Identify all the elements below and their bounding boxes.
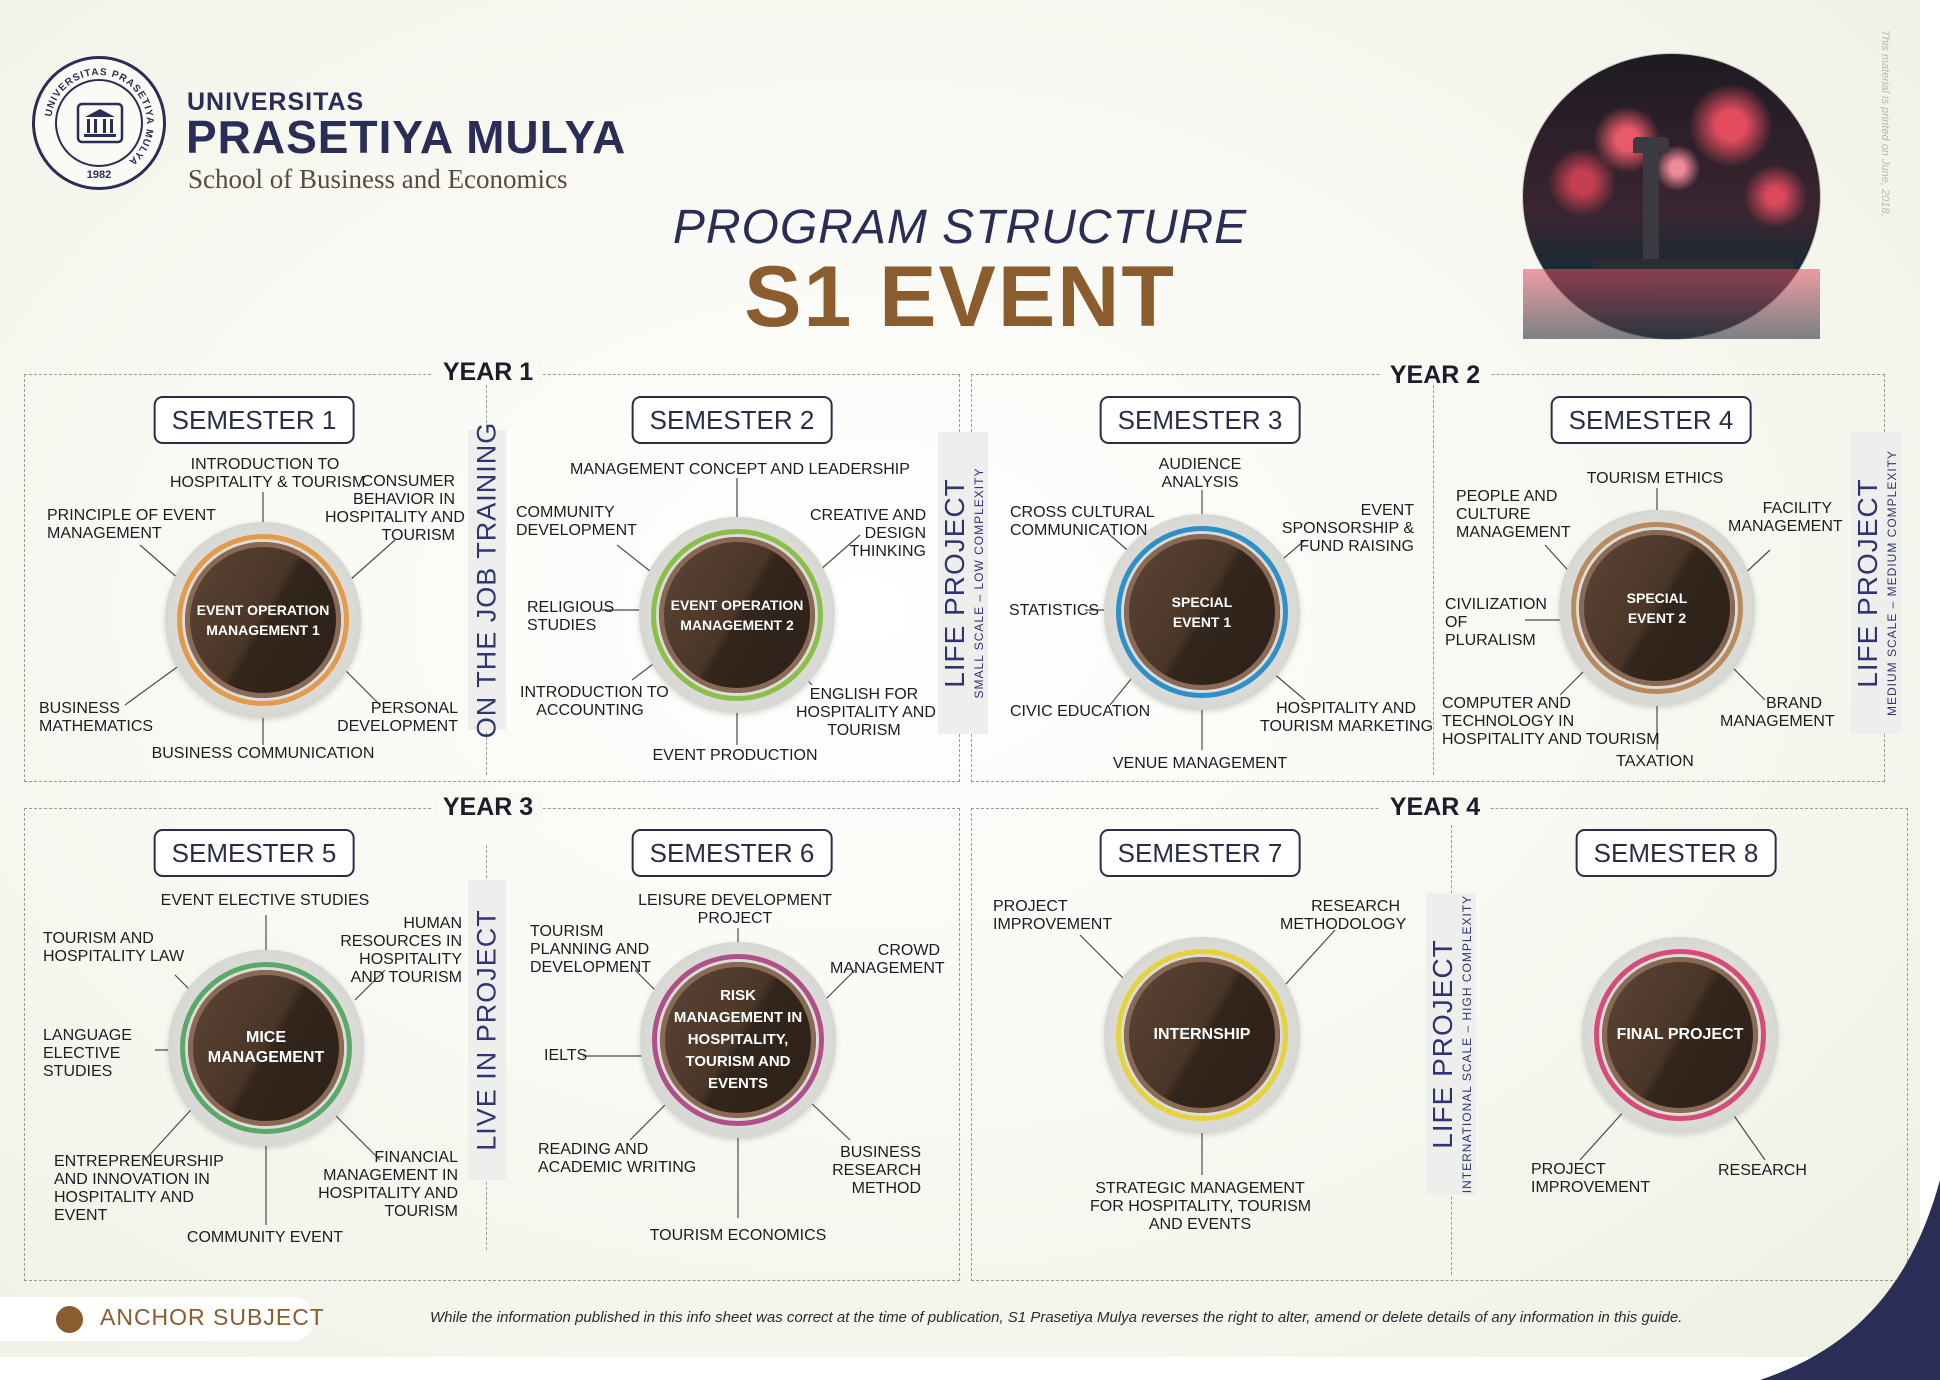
on-the-job-training-label xyxy=(468,421,506,739)
subject-s2-top: MANAGEMENT CONCEPT AND LEADERSHIP xyxy=(570,461,910,478)
year-4-label: YEAR 4 xyxy=(1380,793,1490,822)
subject-s8-bl: PROJECT IMPROVEMENT xyxy=(1531,1161,1651,1196)
fireworks-photo xyxy=(1523,54,1820,339)
program-name: S1 EVENT xyxy=(744,249,1176,345)
tower-shape xyxy=(1643,149,1659,269)
subject-s2-bottom: EVENT PRODUCTION xyxy=(652,747,818,764)
subject-s5-l: LANGUAGE ELECTIVE STUDIES xyxy=(43,1027,132,1080)
life-project-3-label xyxy=(1426,893,1476,1195)
subject-s6-bl: READING AND ACADEMIC WRITING xyxy=(538,1141,697,1176)
subject-s3-tr: EVENT SPONSORSHIP & FUND RAISING xyxy=(1281,502,1414,555)
life-project-2-label xyxy=(1851,432,1901,734)
anchor-sem6-line1: RISK xyxy=(720,987,756,1004)
anchor-sem6-line2: MANAGEMENT IN xyxy=(673,1009,803,1026)
subject-s6-tl: TOURISM PLANNING AND DEVELOPMENT xyxy=(530,923,651,976)
anchor-sem4-line1: SPECIAL xyxy=(1626,590,1688,606)
seal-ring-text: UNIVERSITAS PRASETIYA MULYA xyxy=(43,66,156,168)
subject-s7-tr: RESEARCH METHODOLOGY xyxy=(1280,898,1407,933)
subject-s1-tl: PRINCIPLE OF EVENT MANAGEMENT xyxy=(47,507,216,542)
anchor-sem6-line5: EVENTS xyxy=(707,1075,768,1092)
life-project-1-label xyxy=(938,432,988,734)
anchor-circle-sem8 xyxy=(1582,937,1778,1133)
subject-s3-top: AUDIENCE ANALYSIS xyxy=(1158,456,1242,491)
divider-s3-s4 xyxy=(1433,385,1434,775)
subject-s5-br: FINANCIAL MANAGEMENT IN HOSPITALITY AND TOURISM xyxy=(318,1149,458,1220)
anchor-sem3-line1: SPECIAL xyxy=(1171,594,1233,610)
anchor-sem1-line1: EVENT OPERATION xyxy=(196,602,330,618)
subject-s6-top: LEISURE DEVELOPMENT PROJECT xyxy=(638,892,832,927)
subject-s5-bottom: COMMUNITY EVENT xyxy=(186,1229,344,1246)
subject-s5-top: EVENT ELECTIVE STUDIES xyxy=(160,892,370,909)
corner-swoosh xyxy=(1760,1180,1940,1380)
anchor-subject-dot-icon xyxy=(56,1306,83,1333)
anchor-circle-sem1 xyxy=(165,522,361,718)
anchor-sem6-line4: TOURISM AND xyxy=(685,1053,791,1070)
pier-shape xyxy=(1593,259,1793,269)
ojt-text: ON THE JOB TRAINING xyxy=(471,421,502,739)
print-note xyxy=(1868,30,1891,230)
subject-s1-bl: BUSINESS MATHEMATICS xyxy=(39,700,154,735)
subject-s4-bl: COMPUTER AND TECHNOLOGY IN HOSPITALITY AND TOURISM xyxy=(1442,695,1660,748)
semester-8-badge: SEMESTER 8 xyxy=(1576,829,1777,877)
subject-s2-tr: CREATIVE AND DESIGN THINKING xyxy=(810,507,927,560)
subject-s3-l: STATISTICS xyxy=(1009,602,1100,619)
anchor-sem2-line1: EVENT OPERATION xyxy=(670,597,804,613)
print-note-text: This material is printed on June, 2018. xyxy=(1879,30,1891,217)
subject-s4-tr: FACILITY MANAGEMENT xyxy=(1728,500,1843,535)
subject-s2-bl: INTRODUCTION TO ACCOUNTING xyxy=(520,684,669,719)
building-icon xyxy=(77,103,123,143)
subject-s6-br: BUSINESS RESEARCH METHOD xyxy=(832,1144,921,1197)
year-1-label: YEAR 1 xyxy=(433,358,543,387)
semester-7-badge: SEMESTER 7 xyxy=(1100,829,1301,877)
subject-s3-br: HOSPITALITY AND TOURISM MARKETING xyxy=(1260,700,1434,735)
anchor-circle-sem4 xyxy=(1559,510,1755,706)
university-name: PRASETIYA MULYA xyxy=(186,111,627,163)
subject-s6-tr: CROWD MANAGEMENT xyxy=(830,942,945,977)
subject-s3-tl: CROSS CULTURAL COMMUNICATION xyxy=(1010,504,1155,539)
anchor-circle-sem7 xyxy=(1104,937,1300,1133)
legend-label: ANCHOR SUBJECT xyxy=(100,1304,325,1330)
subject-s4-bottom: TAXATION xyxy=(1616,753,1694,770)
subject-s5-tl: TOURISM AND HOSPITALITY LAW xyxy=(43,930,185,965)
semester-5-badge: SEMESTER 5 xyxy=(154,829,355,877)
semester-1-badge: SEMESTER 1 xyxy=(154,396,355,444)
subject-s2-br: ENGLISH FOR HOSPITALITY AND TOURISM xyxy=(796,686,936,739)
anchor-circle-sem5 xyxy=(168,950,364,1146)
subject-s1-bottom: BUSINESS COMMUNICATION xyxy=(151,745,375,762)
subject-s8-br: RESEARCH xyxy=(1718,1162,1807,1179)
lp2-sub: MEDIUM SCALE – MEDIUM COMPLEXITY xyxy=(1885,449,1899,717)
anchor-sem5-line1: MICE xyxy=(246,1029,286,1046)
water-reflection xyxy=(1523,269,1820,339)
subject-s7-tl: PROJECT IMPROVEMENT xyxy=(993,898,1113,933)
subject-s6-bottom: TOURISM ECONOMICS xyxy=(649,1227,827,1244)
subject-s4-tl: PEOPLE AND CULTURE MANAGEMENT xyxy=(1456,488,1571,541)
subject-s6-l: IELTS xyxy=(544,1047,588,1064)
university-seal-logo xyxy=(32,56,166,190)
anchor-sem2-line2: MANAGEMENT 2 xyxy=(680,617,794,633)
school-name: School of Business and Economics xyxy=(188,164,568,194)
subject-s7-bottom: STRATEGIC MANAGEMENT FOR HOSPITALITY, TOURISM AND EVENTS xyxy=(1090,1180,1312,1233)
lp3-sub: INTERNATIONAL SCALE – HIGH COMPLEXITY xyxy=(1460,894,1474,1194)
disclaimer-text: While the information published in this info sheet was correct at the time of publication, S1 Prasetiya Mulya reverses the right to alter, amend or delete details of any information in this guide. xyxy=(430,1309,1683,1326)
lp1-sub: SMALL SCALE – LOW COMPLEXITY xyxy=(972,467,986,699)
year-2-label: YEAR 2 xyxy=(1380,361,1490,390)
subject-s2-l: RELIGIOUS STUDIES xyxy=(527,599,615,634)
subject-s5-tr: HUMAN RESOURCES IN HOSPITALITY AND TOURISM xyxy=(340,915,462,986)
subject-s1-top: INTRODUCTION TO HOSPITALITY & TOURISM xyxy=(170,456,366,491)
subject-s1-tr: CONSUMER BEHAVIOR IN HOSPITALITY AND TOURISM xyxy=(325,473,465,544)
seal-year: 1982 xyxy=(86,169,112,181)
subject-s3-bl: CIVIC EDUCATION xyxy=(1010,703,1151,720)
anchor-sem1-line2: MANAGEMENT 1 xyxy=(206,622,320,638)
live-in-project-label xyxy=(468,880,506,1180)
subject-s4-l: CIVILIZATION OF PLURALISM xyxy=(1445,596,1547,649)
year-3-label: YEAR 3 xyxy=(433,793,543,822)
semester-6-badge: SEMESTER 6 xyxy=(632,829,833,877)
page-title: PROGRAM STRUCTURE xyxy=(672,201,1248,254)
semester-3-badge: SEMESTER 3 xyxy=(1100,396,1301,444)
lp1-title: LIFE PROJECT xyxy=(939,478,970,688)
subject-s2-tl: COMMUNITY DEVELOPMENT xyxy=(516,504,637,539)
semester-4-badge: SEMESTER 4 xyxy=(1551,396,1752,444)
subject-s3-bottom: VENUE MANAGEMENT xyxy=(1112,755,1288,772)
anchor-sem5-line2: MANAGEMENT xyxy=(207,1049,325,1066)
anchor-sem4-line2: EVENT 2 xyxy=(1627,610,1687,626)
anchor-circle-sem6 xyxy=(640,942,836,1138)
anchor-sem7-line1: INTERNSHIP xyxy=(1153,1026,1251,1043)
subject-s4-top: TOURISM ETHICS xyxy=(1586,470,1724,487)
subject-s4-br: BRAND MANAGEMENT xyxy=(1720,695,1835,730)
lp3-title: LIFE PROJECT xyxy=(1427,939,1458,1149)
anchor-sem3-line2: EVENT 1 xyxy=(1172,614,1232,630)
semester-2-badge: SEMESTER 2 xyxy=(632,396,833,444)
university-label: UNIVERSITAS xyxy=(187,88,365,116)
lp2-title: LIFE PROJECT xyxy=(1852,478,1883,688)
subject-s5-bl: ENTREPRENEURSHIP AND INNOVATION IN HOSPITALITY AND EVENT xyxy=(54,1153,224,1224)
subject-s1-br: PERSONAL DEVELOPMENT xyxy=(337,700,458,735)
lip-text: LIVE IN PROJECT xyxy=(471,909,502,1151)
anchor-sem6-line3: HOSPITALITY, xyxy=(687,1031,789,1048)
anchor-sem8-line1: FINAL PROJECT xyxy=(1616,1026,1744,1043)
